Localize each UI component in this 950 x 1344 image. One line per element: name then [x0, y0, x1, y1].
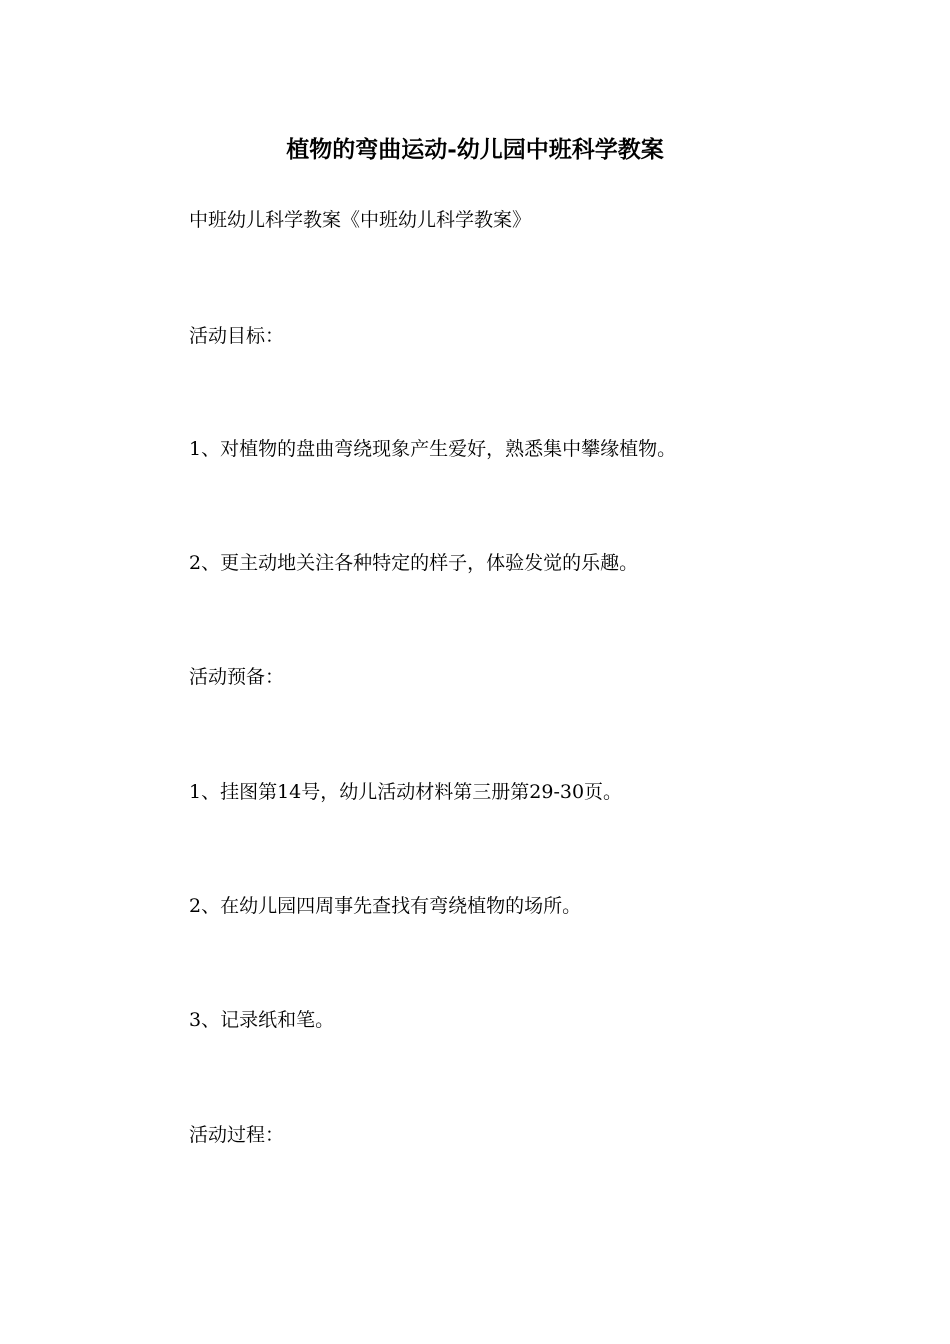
section-heading-process: 活动过程： [189, 1124, 285, 1146]
preparation-item-2: 2、在幼儿园四周事先查找有弯绕植物的场所。 [189, 895, 582, 917]
document-title: 植物的弯曲运动-幼儿园中班科学教案 [286, 136, 664, 163]
goal-item-1: 1、对植物的盘曲弯绕现象产生爱好，熟悉集中攀缘植物。 [189, 438, 677, 460]
section-heading-preparation: 活动预备： [189, 666, 285, 688]
goal-item-2: 2、更主动地关注各种特定的样子，体验发觉的乐趣。 [189, 552, 639, 574]
preparation-item-3: 3、记录纸和笔。 [189, 1009, 335, 1031]
preparation-item-1: 1、挂图第14号，幼儿活动材料第三册第29-30页。 [189, 781, 623, 803]
section-heading-goals: 活动目标： [189, 325, 285, 347]
subtitle-paragraph: 中班幼儿科学教案《中班幼儿科学教案》 [189, 209, 532, 231]
